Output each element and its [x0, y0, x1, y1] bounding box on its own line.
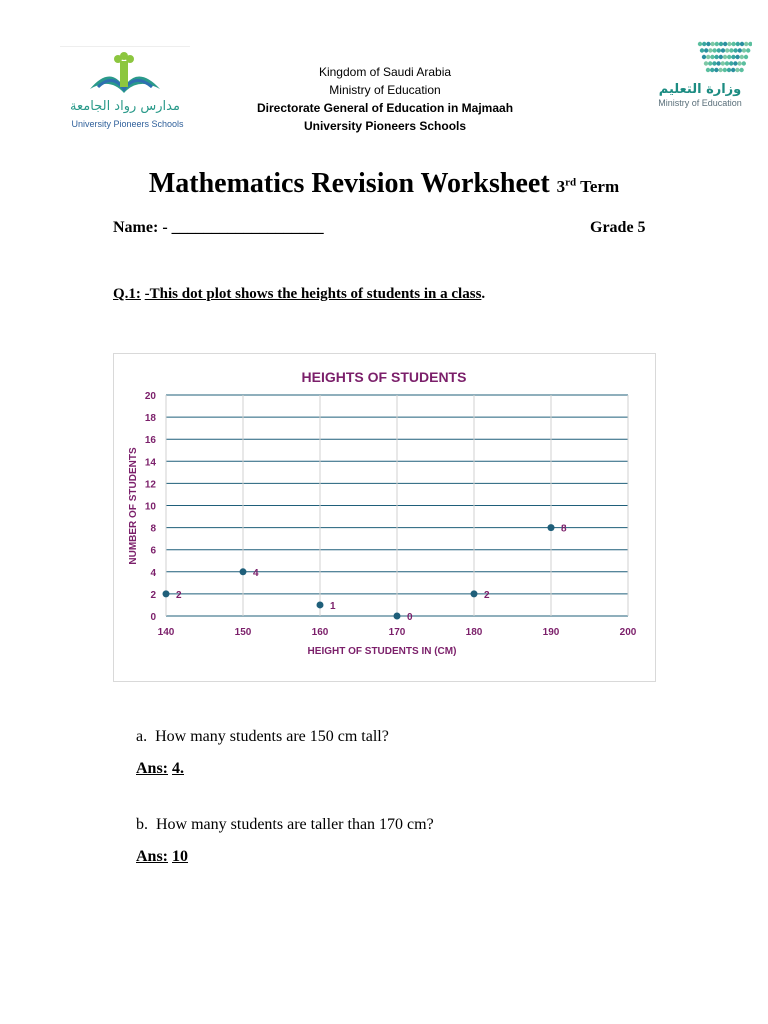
question-1: [113, 286, 485, 303]
y-tick-label: 12: [144, 479, 156, 491]
name-field: Name: - ___________________: [113, 219, 324, 236]
chart-points: [163, 524, 568, 623]
question-b-letter: b.: [136, 816, 148, 833]
x-tick-label: 160: [311, 627, 329, 638]
y-tick-label: 10: [144, 501, 156, 513]
data-label: 8: [561, 523, 567, 535]
answer-b-value: 10: [172, 848, 189, 865]
page-title: [0, 168, 768, 200]
question-text: -This dot plot shows the heights of students in a class: [144, 286, 482, 302]
data-label: 1: [330, 600, 336, 612]
header-block: [220, 63, 550, 135]
ministry-of-education-logo: [648, 38, 758, 118]
y-tick-label: 8: [150, 523, 156, 535]
answer-a-label: Ans:: [136, 760, 169, 777]
answer-b-label: Ans:: [136, 848, 169, 865]
title-ordinal: 3: [556, 177, 566, 196]
title-term: [557, 177, 619, 196]
book-tree-icon: [60, 47, 190, 97]
data-label: 4: [253, 567, 259, 579]
x-tick-label: 190: [542, 627, 560, 638]
chart-y-axis-label: NUMBER OF STUDENTS: [128, 447, 139, 565]
y-tick-label: 6: [150, 545, 156, 557]
data-label: 2: [176, 589, 182, 601]
x-tick-label: 170: [388, 627, 406, 638]
chart-title: HEIGHTS OF STUDENTS: [301, 369, 467, 385]
grade-label: Grade 5: [590, 219, 646, 236]
question-number: Q.1:: [113, 286, 141, 302]
y-tick-label: 18: [144, 413, 156, 425]
question-a: [136, 728, 389, 746]
question-b: [136, 816, 434, 834]
chart-svg: [114, 354, 655, 681]
data-point: [548, 524, 555, 531]
logo-left-arabic: مدارس رواد الجامعة: [70, 99, 180, 114]
x-tick-label: 140: [157, 627, 175, 638]
question-a-text: How many students are 150 cm tall?: [155, 728, 389, 745]
header-line-directorate: Directorate General of Education in Majmaah: [256, 101, 514, 115]
university-pioneers-logo: [60, 46, 190, 137]
dot-plot-chart: [113, 353, 656, 682]
data-label: 0: [407, 612, 413, 623]
question-b-text: How many students are taller than 170 cm?: [156, 816, 434, 833]
chart-x-axis-label: HEIGHT OF STUDENTS IN (CM): [307, 646, 457, 657]
data-point: [471, 590, 478, 597]
logo-right-english: Ministry of Education: [658, 98, 742, 108]
logo-right-arabic: وزارة التعليم: [658, 82, 742, 97]
y-tick-label: 2: [150, 589, 156, 601]
x-tick-label: 180: [465, 627, 483, 638]
x-tick-label: 150: [234, 627, 252, 638]
chart-gridlines: [166, 395, 628, 616]
answer-b: [136, 848, 188, 866]
data-point: [240, 568, 247, 575]
answer-a: [136, 760, 184, 778]
title-ordinal-suffix: rd: [565, 176, 577, 189]
chart-y-ticks: [145, 391, 157, 623]
header-line-kingdom: Kingdom of Saudi Arabia: [318, 65, 452, 79]
chart-x-ticks: [158, 627, 637, 638]
data-point: [163, 590, 170, 597]
y-tick-label: 20: [144, 391, 156, 402]
question-a-letter: a.: [136, 728, 148, 745]
answer-a-value: 4.: [172, 760, 185, 777]
y-tick-label: 4: [150, 567, 156, 579]
y-tick-label: 16: [144, 435, 156, 447]
x-tick-label: 200: [619, 627, 637, 638]
dots-pattern-icon: [648, 38, 752, 78]
y-tick-label: 14: [144, 457, 156, 469]
data-point: [394, 613, 401, 620]
header-line-school: University Pioneers Schools: [303, 119, 467, 133]
title-main: Mathematics Revision Worksheet: [148, 168, 550, 199]
title-term-word: Term: [580, 177, 620, 196]
y-tick-label: 0: [150, 612, 156, 623]
logo-left-english: University Pioneers Schools: [71, 119, 184, 129]
data-label: 2: [484, 589, 490, 601]
data-point: [317, 601, 324, 608]
question-period: .: [481, 286, 486, 302]
header-line-ministry: Ministry of Education: [329, 83, 441, 97]
